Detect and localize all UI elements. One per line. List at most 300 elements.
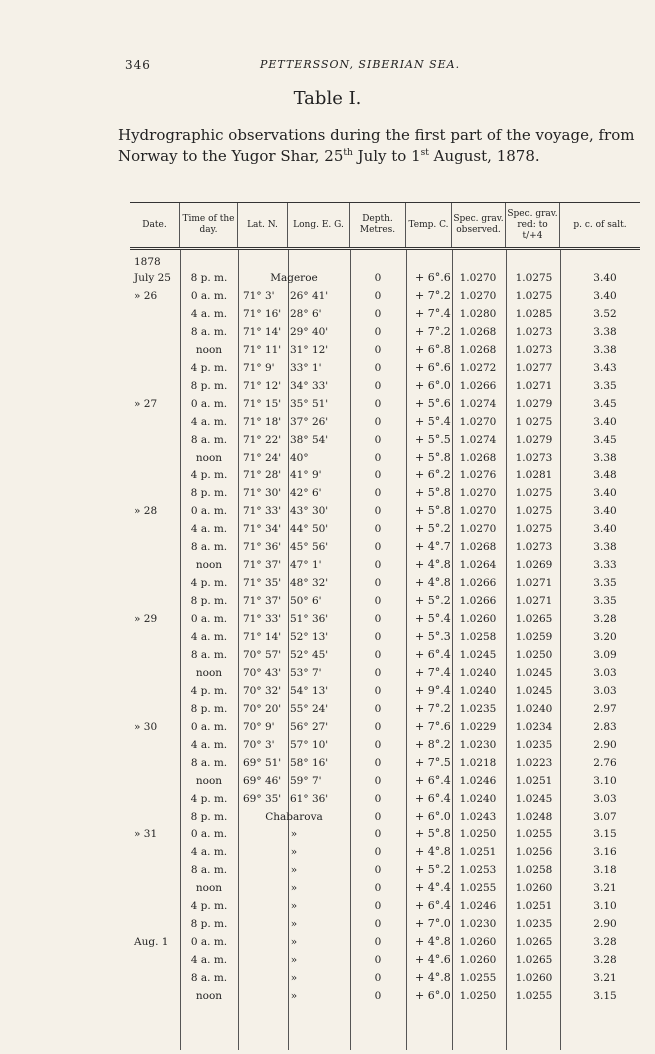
cell-lat: 71° 30'	[243, 487, 282, 500]
header-salt: p. c. of salt.	[573, 219, 627, 230]
table-row	[130, 737, 640, 754]
cell-temp: + 4°.8	[415, 971, 451, 985]
cell-salt: 3.10	[593, 774, 617, 787]
cell-depth: 0	[374, 702, 382, 715]
cell-grav-observed: 1.0255	[459, 972, 497, 985]
cell-lat: 69° 51'	[243, 756, 282, 769]
cell-time: noon	[195, 990, 223, 1002]
cell-temp: + 4°.8	[415, 576, 451, 590]
cell-time: 8 a. m.	[190, 648, 228, 661]
cell-depth: 0	[374, 936, 382, 949]
cell-grav-observed: 1.0270	[459, 487, 497, 500]
cell-temp: + 7°.0	[415, 917, 451, 931]
table-row	[130, 791, 640, 808]
cell-time: 4 a. m.	[190, 415, 228, 428]
table-row	[130, 880, 640, 897]
table-row	[130, 701, 640, 718]
cell-depth: 0	[374, 289, 382, 302]
cell-grav-observed: 1.0250	[459, 990, 497, 1002]
cell-lat: 70° 57'	[243, 648, 282, 661]
cell-date: » 30	[134, 720, 158, 733]
cell-depth: 0	[374, 720, 382, 733]
cell-grav-reduced: 1.0251	[515, 900, 553, 913]
cell-lat: 71° 9'	[243, 361, 275, 374]
cell-temp: + 7°.2	[415, 288, 451, 302]
cell-grav-reduced: 1.0256	[515, 846, 553, 859]
cell-location: »	[290, 990, 298, 1002]
cell-temp: + 6°.2	[415, 468, 451, 482]
cell-grav-observed: 1.0245	[459, 648, 497, 661]
header-temp: Temp. C.	[406, 203, 452, 247]
cell-depth: 0	[374, 577, 382, 590]
cell-salt: 2.90	[593, 738, 617, 751]
cell-salt: 3.52	[593, 307, 617, 320]
cell-grav-observed: 1.0266	[459, 595, 497, 608]
cell-long: 26° 41'	[290, 289, 329, 302]
cell-location: »	[290, 846, 298, 859]
cell-grav-reduced: 1.0265	[515, 613, 553, 626]
cell-grav-reduced: 1.0275	[515, 505, 553, 518]
cell-salt: 3.09	[593, 648, 617, 661]
cell-long: 28° 6'	[290, 307, 322, 320]
cell-depth: 0	[374, 738, 382, 751]
cell-lat: 71° 15'	[243, 397, 282, 410]
cell-lat: 71° 12'	[243, 379, 282, 392]
cell-temp: + 6°.8	[415, 342, 451, 356]
cell-grav-reduced: 1.0273	[515, 541, 553, 554]
header-grav-reduced-bottom: red: to t/+4	[517, 219, 548, 241]
cell-salt: 3.21	[593, 882, 617, 895]
cell-long: 53° 7'	[290, 666, 322, 679]
cell-date: » 26	[134, 289, 158, 302]
cell-lat: 70° 20'	[243, 702, 282, 715]
cell-lat: 71° 33'	[243, 613, 282, 626]
cell-time: 8 p. m.	[190, 595, 228, 608]
cell-lat: 71° 11'	[243, 343, 282, 356]
cell-temp: + 5°.2	[415, 594, 451, 608]
cell-grav-reduced: 1.0245	[515, 666, 553, 679]
table-row	[130, 432, 640, 449]
cell-grav-observed: 1.0280	[459, 307, 497, 320]
cell-time: 0 a. m.	[190, 613, 228, 626]
cell-grav-observed: 1.0270	[459, 289, 497, 302]
header-time: Time of the day.	[180, 203, 238, 247]
cell-depth: 0	[374, 810, 382, 823]
cell-time: 4 a. m.	[190, 307, 228, 320]
table-row	[130, 844, 640, 861]
cell-grav-reduced: 1.0285	[515, 307, 553, 320]
cell-time: 0 a. m.	[190, 720, 228, 733]
cell-grav-reduced: 1.0273	[515, 343, 553, 356]
cell-date: » 28	[134, 505, 158, 518]
cell-temp: + 5°.5	[415, 432, 451, 446]
table-body	[130, 250, 640, 1050]
cell-lat: 71° 35'	[243, 577, 282, 590]
cell-salt: 3.28	[593, 936, 617, 949]
cell-salt: 3.28	[593, 613, 617, 626]
cell-time: 4 p. m.	[190, 469, 228, 482]
cell-time: 8 p. m.	[190, 702, 228, 715]
cell-temp: + 4°.8	[415, 935, 451, 949]
cell-depth: 0	[374, 433, 382, 446]
cell-depth: 0	[374, 541, 382, 554]
table-row	[130, 521, 640, 538]
cell-grav-reduced: 1.0245	[515, 684, 553, 697]
cell-grav-reduced: 1.0235	[515, 918, 553, 931]
table-row	[130, 755, 640, 772]
cell-grav-reduced: 1.0250	[515, 648, 553, 661]
header-long: Long. E. G.	[288, 203, 350, 247]
cell-temp: + 5°.2	[415, 863, 451, 877]
cell-depth: 0	[374, 792, 382, 805]
cell-depth: 0	[374, 631, 382, 643]
caption-main: Hydrographic observations during the first part of the voyage, from Norway to the Yugor Shar, 25	[118, 126, 635, 165]
cell-time: 4 p. m.	[190, 792, 228, 805]
header-date: Date.	[130, 203, 180, 247]
cell-lat: 69° 35'	[243, 792, 282, 805]
cell-time: 8 p. m.	[190, 272, 228, 284]
cell-long: 50° 6'	[290, 595, 322, 608]
cell-grav-observed: 1.0230	[459, 918, 497, 931]
cell-depth: 0	[374, 272, 382, 284]
cell-time: 4 p. m.	[190, 684, 228, 697]
cell-long: 29° 40'	[290, 325, 329, 338]
cell-temp: + 4°.6	[415, 953, 451, 967]
cell-time: 0 a. m.	[190, 289, 228, 302]
cell-grav-reduced: 1.0260	[515, 882, 553, 895]
cell-temp: + 8°.2	[415, 737, 451, 751]
table-row	[130, 270, 640, 287]
cell-salt: 3.38	[593, 451, 617, 464]
cell-depth: 0	[374, 972, 382, 985]
cell-salt: 2.83	[593, 720, 617, 733]
table-row	[130, 665, 640, 682]
cell-time: 8 a. m.	[190, 433, 228, 446]
cell-salt: 3.28	[593, 954, 617, 967]
cell-grav-observed: 1.0230	[459, 738, 497, 751]
cell-grav-reduced: 1 0275	[515, 415, 553, 428]
table-header	[130, 203, 640, 250]
table-row	[130, 360, 640, 377]
cell-grav-reduced: 1.0277	[515, 361, 553, 374]
cell-grav-reduced: 1.0273	[515, 325, 553, 338]
cell-time: noon	[195, 343, 223, 356]
cell-temp: + 5°.6	[415, 396, 451, 410]
cell-depth: 0	[374, 900, 382, 913]
table-row	[130, 952, 640, 969]
cell-grav-observed: 1.0240	[459, 684, 497, 697]
cell-grav-reduced: 1.0234	[515, 720, 553, 733]
cell-grav-observed: 1.0268	[459, 343, 497, 356]
cell-location: »	[290, 864, 298, 877]
cell-depth: 0	[374, 882, 382, 895]
cell-lat: 71° 24'	[243, 451, 282, 464]
cell-grav-observed: 1.0260	[459, 936, 497, 949]
cell-long: 61° 36'	[290, 792, 329, 805]
cell-temp: + 6°.4	[415, 647, 451, 661]
cell-temp: + 6°.0	[415, 378, 451, 392]
cell-grav-observed: 1.0270	[459, 415, 497, 428]
cell-grav-observed: 1.0251	[459, 846, 497, 859]
cell-long: 55° 24'	[290, 702, 329, 715]
cell-salt: 3.18	[593, 864, 617, 877]
cell-grav-reduced: 1.0281	[515, 469, 553, 482]
cell-lat: 71° 33'	[243, 505, 282, 518]
cell-salt: 3.07	[593, 810, 617, 823]
cell-salt: 3.45	[593, 433, 617, 446]
cell-temp: + 6°.0	[415, 989, 451, 1002]
cell-depth: 0	[374, 523, 382, 536]
cell-time: 8 p. m.	[190, 918, 228, 931]
cell-depth: 0	[374, 559, 382, 572]
cell-salt: 3.15	[593, 990, 617, 1002]
cell-depth: 0	[374, 828, 382, 841]
cell-grav-observed: 1.0276	[459, 469, 497, 482]
table-row	[130, 916, 640, 933]
cell-depth: 0	[374, 684, 382, 697]
cell-long: 38° 54'	[290, 433, 329, 446]
caption-end: August, 1878.	[428, 147, 540, 165]
table-row	[130, 575, 640, 592]
table-row	[130, 306, 640, 323]
cell-salt: 3.21	[593, 972, 617, 985]
cell-depth: 0	[374, 613, 382, 626]
cell-salt: 3.40	[593, 289, 617, 302]
cell-long: 35° 51'	[290, 397, 329, 410]
cell-temp: + 5°.4	[415, 414, 451, 428]
cell-temp: + 6°.4	[415, 773, 451, 787]
cell-location: Mageroe	[270, 272, 318, 284]
cell-long: 54° 13'	[290, 684, 329, 697]
cell-long: 57° 10'	[290, 738, 329, 751]
cell-depth: 0	[374, 379, 382, 392]
cell-salt: 3.38	[593, 325, 617, 338]
header-grav-reduced-top: Spec. grav.	[507, 208, 558, 219]
cell-temp: + 4°.7	[415, 540, 451, 554]
cell-grav-observed: 1.0266	[459, 577, 497, 590]
table-row	[130, 324, 640, 341]
cell-salt: 3.45	[593, 397, 617, 410]
cell-time: noon	[195, 774, 223, 787]
cell-time: 4 a. m.	[190, 738, 228, 751]
table-row	[130, 467, 640, 484]
cell-grav-observed: 1.0258	[459, 631, 497, 643]
cell-long: 44° 50'	[290, 523, 329, 536]
cell-grav-reduced: 1.0235	[515, 738, 553, 751]
cell-depth: 0	[374, 307, 382, 320]
cell-temp: + 5°.3	[415, 630, 451, 643]
cell-time: 8 p. m.	[190, 379, 228, 392]
cell-date: July 25	[134, 272, 171, 284]
cell-time: 4 a. m.	[190, 523, 228, 536]
table-title: Table I.	[293, 88, 362, 109]
cell-grav-observed: 1.0264	[459, 559, 497, 572]
table-row	[130, 611, 640, 628]
caption-mid: July to 1	[352, 147, 421, 165]
cell-grav-reduced: 1.0255	[515, 828, 553, 841]
header-depth: Depth. Metres.	[350, 203, 406, 247]
cell-grav-reduced: 1.0275	[515, 272, 553, 284]
cell-salt: 3.33	[593, 559, 617, 572]
cell-time: 4 a. m.	[190, 846, 228, 859]
cell-location: »	[290, 900, 298, 913]
cell-lat: 70° 9'	[243, 720, 275, 733]
cell-lat: 70° 43'	[243, 666, 282, 679]
cell-lat: 71° 37'	[243, 595, 282, 608]
cell-time: noon	[195, 882, 223, 895]
cell-depth: 0	[374, 648, 382, 661]
cell-depth: 0	[374, 325, 382, 338]
cell-temp: + 5°.2	[415, 522, 451, 536]
cell-time: 8 p. m.	[190, 810, 228, 823]
cell-grav-observed: 1.0274	[459, 397, 497, 410]
cell-grav-reduced: 1.0271	[515, 577, 553, 590]
cell-salt: 3.35	[593, 379, 617, 392]
cell-location: »	[290, 918, 298, 931]
cell-temp: + 7°.4	[415, 665, 451, 679]
cell-time: 8 a. m.	[190, 864, 228, 877]
table-row	[130, 773, 640, 790]
cell-location: »	[290, 828, 298, 841]
cell-time: 8 a. m.	[190, 541, 228, 554]
cell-grav-observed: 1.0270	[459, 272, 497, 284]
cell-grav-observed: 1.0246	[459, 774, 497, 787]
cell-depth: 0	[374, 415, 382, 428]
running-title: PETTERSSON, SIBERIAN SEA.	[260, 58, 461, 71]
cell-long: 42° 6'	[290, 487, 322, 500]
cell-temp: + 6°.4	[415, 791, 451, 805]
cell-time: 8 a. m.	[190, 972, 228, 985]
cell-grav-observed: 1.0260	[459, 613, 497, 626]
cell-location: »	[290, 954, 298, 967]
table-row	[130, 342, 640, 359]
cell-grav-observed: 1.0272	[459, 361, 497, 374]
caption-sup-2: st	[420, 148, 429, 158]
table-row	[130, 970, 640, 987]
cell-temp: + 7°.4	[415, 306, 451, 320]
cell-grav-observed: 1.0268	[459, 451, 497, 464]
cell-depth: 0	[374, 774, 382, 787]
cell-temp: + 6°.0	[415, 809, 451, 823]
cell-salt: 3.35	[593, 577, 617, 590]
cell-grav-observed: 1.0246	[459, 900, 497, 913]
cell-grav-observed: 1.0218	[459, 756, 497, 769]
cell-temp: + 4°.8	[415, 558, 451, 572]
cell-date: » 31	[134, 828, 158, 841]
cell-grav-reduced: 1.0248	[515, 810, 553, 823]
cell-lat: 70° 32'	[243, 684, 282, 697]
cell-lat: 71° 37'	[243, 559, 282, 572]
cell-salt: 3.40	[593, 487, 617, 500]
cell-grav-reduced: 1.0260	[515, 972, 553, 985]
cell-time: noon	[195, 666, 223, 679]
cell-long: 34° 33'	[290, 379, 329, 392]
table-row	[130, 683, 640, 700]
cell-long: 31° 12'	[290, 343, 329, 356]
cell-salt: 3.03	[593, 684, 617, 697]
cell-salt: 2.76	[593, 756, 617, 769]
cell-location: Chabarova	[265, 810, 323, 823]
table-row	[130, 593, 640, 610]
cell-temp: + 6°.4	[415, 899, 451, 913]
cell-grav-reduced: 1.0223	[515, 756, 553, 769]
cell-depth: 0	[374, 954, 382, 967]
cell-time: 4 p. m.	[190, 900, 228, 913]
cell-long: 51° 36'	[290, 613, 329, 626]
cell-long: 47° 1'	[290, 559, 322, 572]
table-row	[130, 485, 640, 502]
cell-long: 48° 32'	[290, 577, 329, 590]
cell-lat: 71° 14'	[243, 325, 282, 338]
cell-temp: + 6°.6	[415, 360, 451, 374]
cell-grav-reduced: 1.0255	[515, 990, 553, 1002]
cell-long: 56° 27'	[290, 720, 329, 733]
cell-depth: 0	[374, 846, 382, 859]
cell-grav-reduced: 1.0279	[515, 433, 553, 446]
cell-depth: 0	[374, 595, 382, 608]
table-row	[130, 288, 640, 305]
cell-grav-reduced: 1.0275	[515, 289, 553, 302]
cell-lat: 71° 18'	[243, 415, 282, 428]
cell-grav-observed: 1.0229	[459, 720, 497, 733]
cell-time: 8 a. m.	[190, 756, 228, 769]
cell-date: » 27	[134, 397, 158, 410]
cell-temp: + 7°.2	[415, 701, 451, 715]
cell-depth: 0	[374, 343, 382, 356]
cell-long: 37° 26'	[290, 415, 329, 428]
cell-salt: 3.40	[593, 523, 617, 536]
cell-grav-reduced: 1.0273	[515, 451, 553, 464]
cell-salt: 3.03	[593, 792, 617, 805]
cell-location: »	[290, 972, 298, 985]
year-label: 1878	[134, 256, 161, 268]
cell-depth: 0	[374, 918, 382, 931]
cell-depth: 0	[374, 756, 382, 769]
cell-time: 4 p. m.	[190, 577, 228, 590]
cell-temp: + 9°.4	[415, 683, 451, 697]
cell-salt: 2.90	[593, 918, 617, 931]
cell-grav-observed: 1.0235	[459, 702, 497, 715]
cell-long: 43° 30'	[290, 505, 329, 518]
cell-salt: 3.15	[593, 828, 617, 841]
cell-long: 33° 1'	[290, 361, 322, 374]
cell-salt: 3.43	[593, 361, 617, 374]
header-grav-observed: Spec. grav. observed.	[452, 203, 506, 247]
cell-grav-reduced: 1.0240	[515, 702, 553, 715]
header-lat: Lat. N.	[238, 203, 288, 247]
cell-long: 41° 9'	[290, 469, 322, 482]
cell-time: 4 a. m.	[190, 631, 228, 643]
cell-grav-observed: 1.0240	[459, 666, 497, 679]
cell-grav-observed: 1.0253	[459, 864, 497, 877]
cell-grav-observed: 1.0255	[459, 882, 497, 895]
cell-temp: + 7°.6	[415, 719, 451, 733]
cell-lat: 71° 28'	[243, 469, 282, 482]
cell-salt: 3.03	[593, 666, 617, 679]
table-row	[130, 503, 640, 520]
cell-temp: + 5°.8	[415, 504, 451, 518]
cell-location: »	[290, 936, 298, 949]
cell-time: noon	[195, 559, 223, 572]
cell-depth: 0	[374, 990, 382, 1002]
cell-lat: 71° 36'	[243, 541, 282, 554]
cell-date: Aug. 1	[134, 936, 169, 949]
cell-salt: 3.48	[593, 469, 617, 482]
cell-time: 0 a. m.	[190, 828, 228, 841]
cell-salt: 3.20	[593, 631, 617, 643]
cell-grav-reduced: 1.0265	[515, 936, 553, 949]
cell-grav-reduced: 1.0279	[515, 397, 553, 410]
